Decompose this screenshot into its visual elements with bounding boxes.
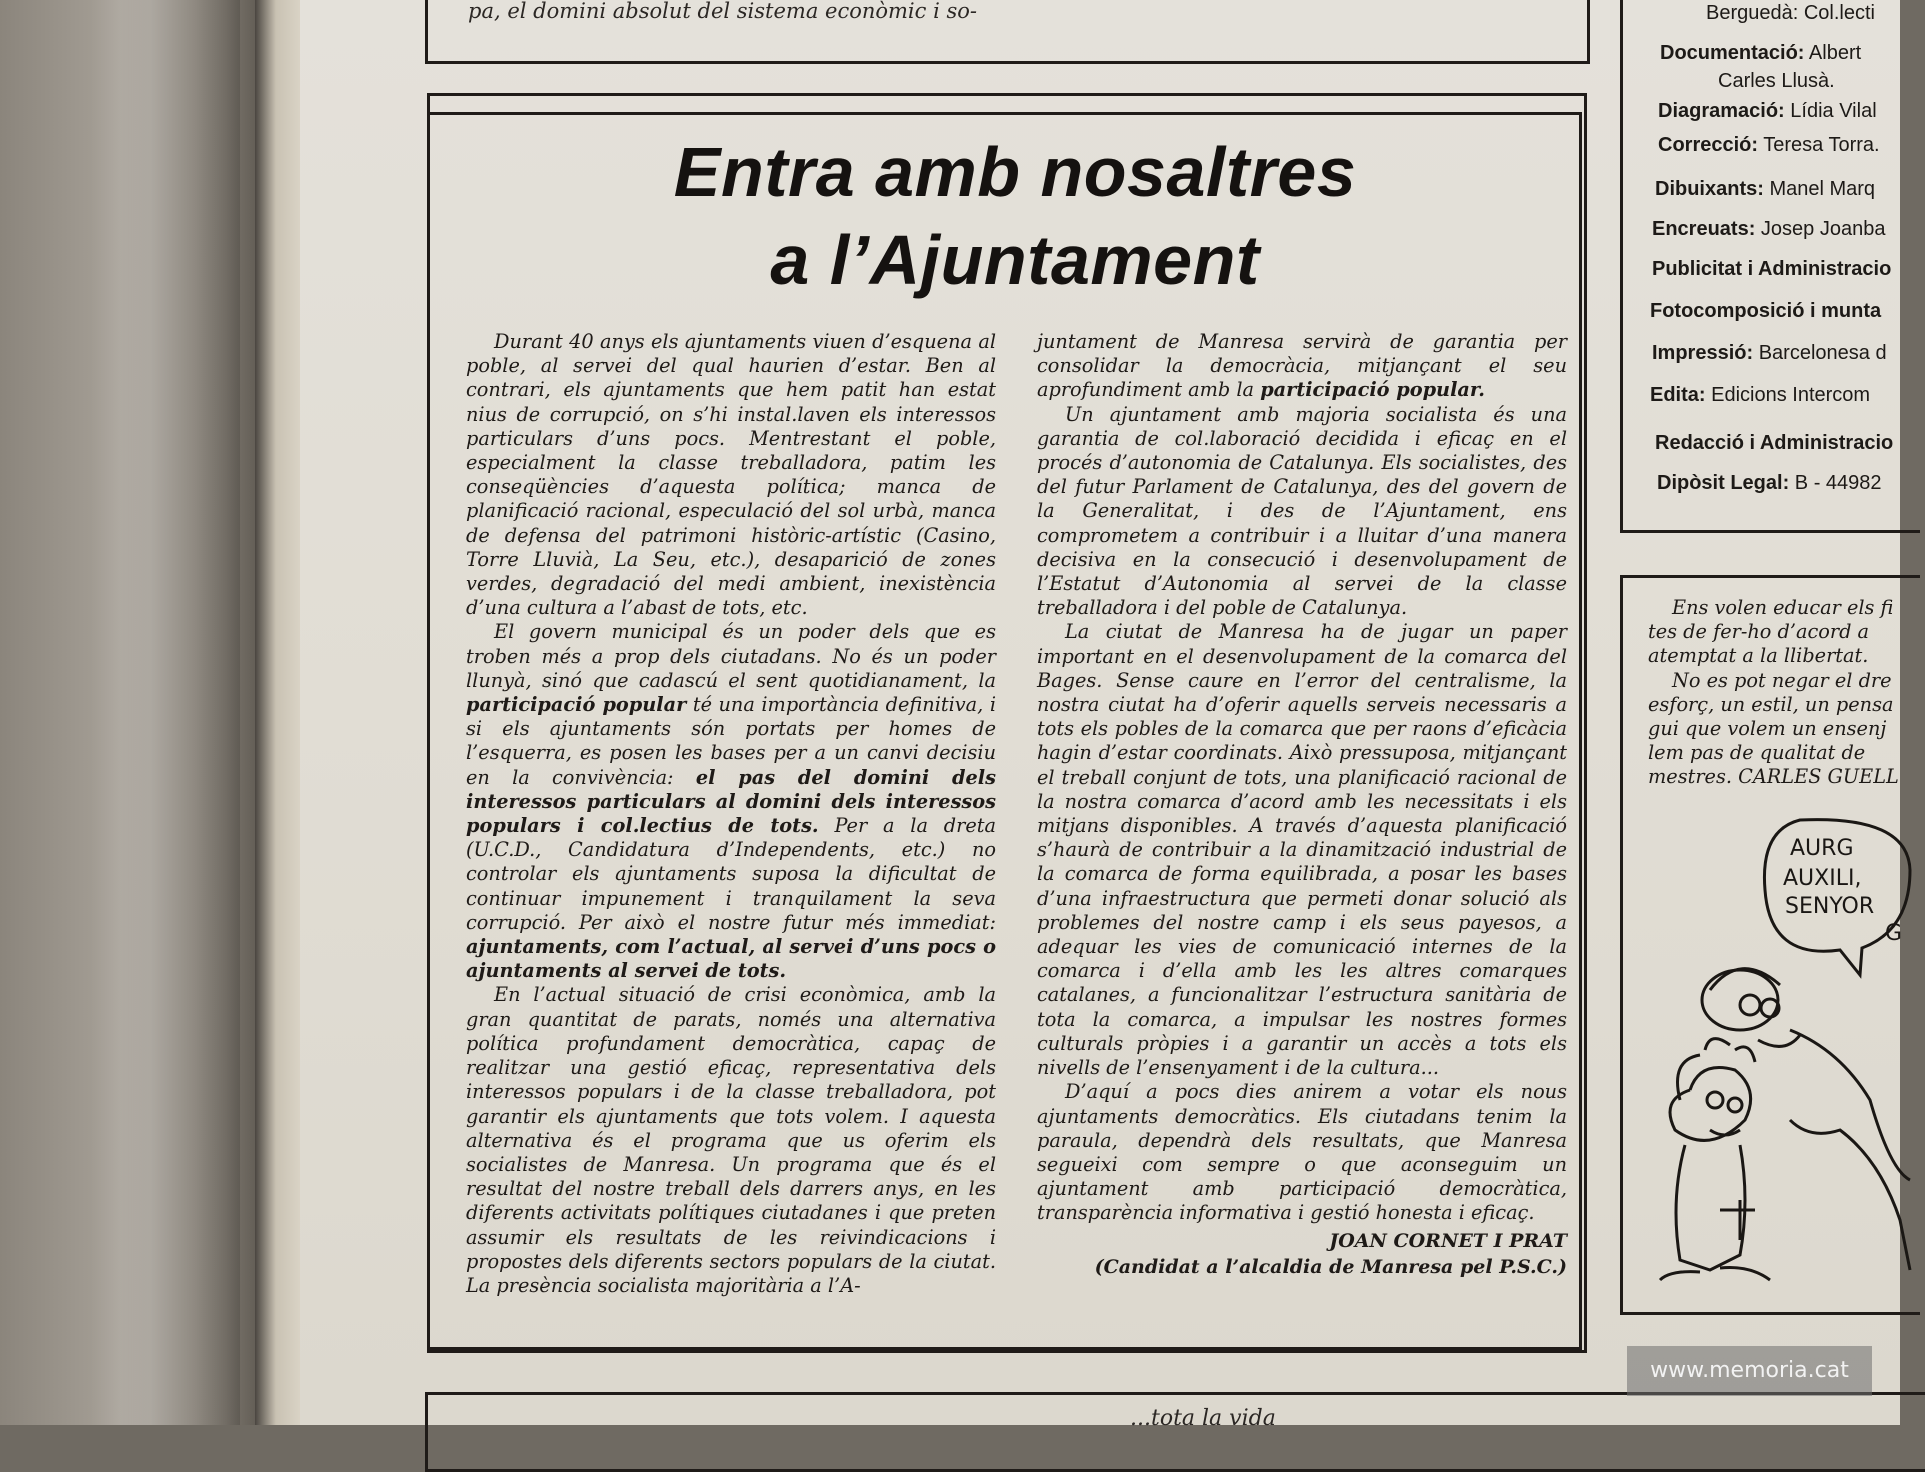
article-column-1: [466, 330, 996, 1298]
signature: [1037, 1228, 1567, 1280]
masthead-line: Documentació: Albert: [1660, 42, 1862, 64]
bottom-snippet-text: ...tota la vida: [1130, 1406, 1276, 1431]
side-text-line: Ens volen educar els fi: [1672, 596, 1894, 619]
bottom-article-box: [425, 1392, 1925, 1472]
top-snippet-text: pa, el domini absolut del sistema econòmic i so-: [468, 0, 977, 23]
masthead-line: Fotocomposició i munta: [1650, 300, 1882, 322]
signature-name: JOAN CORNET I PRAT: [1329, 1229, 1567, 1252]
bubble-line-2: AUXILI,: [1783, 866, 1862, 891]
paragraph: Un ajuntament amb majoria socialista és una garantia de col.laboració decidida i eficaç en el procés d’autonomia de Catalunya. Els socialistes, des del futur Parlament de Catalunya, des del govern de la Generalitat, i des de l’Ajuntament, ens comprometem a contribuir i a lluitar d’una manera decisiva en la consecució i desenvolupament de l’Estatut d’Autonomia al servei de la classe treballadora i del poble de Catalunya.: [1037, 402, 1567, 620]
masthead-line: Diagramació: Lídia Vilal: [1658, 100, 1877, 122]
masthead-line: Berguedà: Col.lecti: [1706, 2, 1875, 24]
signature-role: (Candidat a l’alcaldia de Manresa pel P.S.C.): [1094, 1255, 1567, 1278]
bubble-line-4: G: [1885, 921, 1903, 946]
top-article-box: [425, 0, 1590, 64]
watermark: www.memoria.cat: [1627, 1346, 1872, 1396]
bubble-line-3: SENYOR: [1785, 894, 1875, 919]
side-article-text: [1648, 596, 1908, 790]
masthead-line: Impressió: Barcelonesa d: [1652, 342, 1887, 364]
paragraph: En l’actual situació de crisi econòmica, amb la gran quantitat de parats, només una alternativa política profundament democràtica, capaç de realitzar una gestió eficaç, representativa dels interessos populars i de la classe treballadora, pot garantir els ajuntaments que tots volem. I aquesta alternativa és el programa que us oferim els socialistes de Manresa. Un programa que és el resultat del nostre treball dels darrers anys, en les diferents activitats polítiques ciutadanes i que preten assumir els resultats de les reivindicacions i propostes dels diferents sectors populars de la ciutat. La presència socialista majoritària a l’A-: [466, 983, 996, 1297]
cartoon-illustration: [1640, 800, 1910, 1300]
masthead-line: Edita: Edicions Intercom: [1650, 384, 1871, 406]
headline-line-1: Entra amb nosaltres: [673, 133, 1357, 211]
side-text-line: lem pas de qualitat de: [1648, 741, 1866, 765]
side-text-line: atemptat a la llibertat.: [1648, 644, 1869, 668]
headline-line-2: a l’Ajuntament: [770, 221, 1260, 299]
article-column-2: [1037, 330, 1567, 1280]
plastic-sleeve: [90, 0, 240, 1425]
paragraph: El govern municipal és un poder dels que es troben més a prop dels ciutadans. No és un poder llunyà, sinó que cadascú el sent quotidianament, la participació popular té una importància definitiva, i si els ajuntaments són portats per homes de l’esquerra, es posen les bases per a un canvi decisiu en la convivència: el pas del domini dels interessos particulars al domini dels interessos populars i col.lectius de tots. Per a la dreta (U.C.D., Candidatura d’Independents, etc.) no controlar els ajuntaments suposa la dificultat de continuar impunement i tranquilament la seva corrupció. Per això el nostre futur més immediat: ajuntaments, com l’actual, al servei d’uns pocs o ajuntaments al servei de tots.: [466, 620, 996, 983]
side-text-line: gui que volem un ensenj: [1648, 717, 1887, 741]
masthead-line: Correcció: Teresa Torra.: [1658, 134, 1880, 156]
paragraph: La ciutat de Manresa ha de jugar un paper important en el desenvolupament de la comarca del Bages. Sense caure en l’error del centralisme, la nostra ciutat ha d’oferir aquells serveis necessaris a tots els pobles de la comarca que per raons d’eficàcia hagin d’estar coordinats. Això pressuposa, mitjançant el treball conjunt de tots, una planificació racional de la nostra comarca d’acord amb les necessitats i els mitjans disponibles. A través d’aquesta planificació s’haurà de contribuir a la dinamització industrial de la comarca de forma equilibrada, a posar les bases d’una infraestructura que permeti donar solució als problemes del nostre camp i els seus payesos, a adequar les vies de comunicació internes de la comarca i d’ella amb les les altres comarques catalanes, a funcionalitzar l’estructura sanitària de tota la comarca, a impulsar les nostres formes culturals pròpies i a garantir un accès a tots els nivells de l’ensenyament i de la cultura...: [1037, 620, 1567, 1080]
masthead-line: Publicitat i Administracio: [1652, 258, 1892, 280]
masthead-line: Dibuixants: Manel Marq: [1655, 178, 1876, 200]
side-text-line: tes de fer-ho d’acord a: [1648, 620, 1870, 644]
paragraph: juntament de Manresa servirà de garantia per consolidar la democràcia, mitjançant el seu aprofundiment amb la participació popular.: [1037, 330, 1567, 402]
bubble-line-1: AURG: [1790, 836, 1854, 861]
masthead-line: Carles Llusà.: [1718, 70, 1835, 92]
paragraph: D’aquí a pocs dies anirem a votar els nous ajuntaments democràtics. Els ciutadans tenim la paraula, dependrà dels resultats, que Manresa segueixi com sempre o que aconseguim un ajuntament amb participació democràtica, transparència informativa i gestió honesta i eficaç.: [1037, 1080, 1567, 1225]
masthead-line: Encreuats: Josep Joanba: [1652, 218, 1886, 240]
article-headline: [480, 128, 1550, 304]
paragraph: Durant 40 anys els ajuntaments viuen d’esquena al poble, al servei del qual haurien d’estar. Ben al contrari, els ajuntaments que hem patit han estat nius de corrupció, on s’hi instal.laven els interessos particulars d’uns pocs. Mentrestant el poble, especialment la classe treballadora, patim les conseqüències d’aquesta política; manca de planificació racional, especulació del sol urbà, manca de defensa del patrimoni històric-artístic (Casino, Torre Lluvià, La Seu, etc.), desaparició de zones verdes, degradació del medi ambient, inexistència d’una cultura a l’abast de tots, etc.: [466, 330, 996, 620]
side-text-line: mestres. CARLES GUELL: [1648, 765, 1899, 789]
side-text-line: esforç, un estil, un pensa: [1648, 692, 1894, 716]
masthead-line: Redacció i Administracio: [1655, 432, 1894, 454]
side-text-line: No es pot negar el dre: [1672, 668, 1892, 692]
masthead-line: Dipòsit Legal: B - 44982: [1657, 472, 1882, 494]
